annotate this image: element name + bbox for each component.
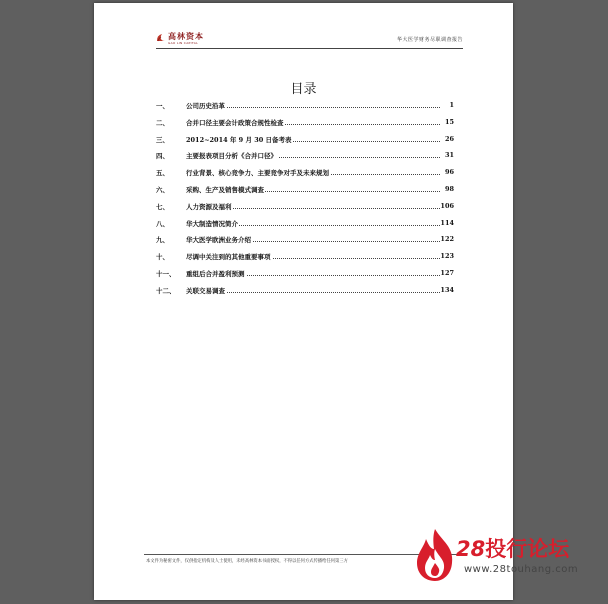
toc-entry-label: 重组后合并盈利预测: [186, 269, 245, 278]
toc-title: 目录: [290, 82, 317, 97]
footer-disclaimer: 本文件为秘密文件，仅供指定机构及人士使用，未经高林资本书面授权，不得以任何方式传播给任何第三方: [146, 559, 348, 564]
toc-entry-page: 134: [440, 285, 454, 294]
toc-entry-label-wrap: [186, 101, 440, 110]
toc-entry-label-wrap: [186, 118, 440, 127]
toc-entry-page: 114: [440, 218, 454, 227]
toc-entry-label-wrap: [186, 151, 440, 160]
toc-entry-number: 七、: [156, 202, 169, 211]
watermark: [412, 527, 582, 587]
toc-entry-label: 关联交易调查: [186, 286, 225, 295]
watermark-brand-text: 投行论坛: [485, 537, 570, 561]
toc-entry[interactable]: [156, 248, 454, 265]
toc-entry-label: 采购、生产及销售模式调查: [186, 185, 264, 194]
logo-mark-icon: [156, 33, 166, 43]
toc-entry-label: 2012~2014 年 9 月 30 日备考表: [186, 135, 292, 144]
toc-entry-number: 三、: [156, 135, 169, 144]
toc-entry[interactable]: [156, 147, 454, 164]
toc-entry-label-wrap: [186, 219, 440, 228]
toc-entry-number: 二、: [156, 118, 169, 127]
toc-entry-page: 98: [444, 184, 454, 193]
toc-entry-label-wrap: [186, 168, 440, 177]
toc-entry-label: 华大医学欧洲业务介绍: [186, 236, 251, 245]
toc-entry-number: 五、: [156, 169, 169, 178]
toc-entry-label-wrap: [186, 252, 440, 261]
toc-entry[interactable]: [156, 231, 454, 248]
toc-entry-page: 15: [444, 117, 454, 126]
toc-entry-label-wrap: [186, 269, 440, 278]
toc-entry-page: 123: [440, 252, 454, 261]
toc-entry-label: 尽调中关注到的其他重要事项: [186, 253, 271, 262]
toc-entry-page: 122: [440, 235, 454, 244]
toc-entry-label-wrap: [186, 185, 440, 194]
toc-entry[interactable]: [156, 131, 454, 148]
logo-subtext: GAO LIN CAPITAL: [168, 41, 199, 45]
toc-entry-page: 1: [449, 101, 454, 109]
toc-entry-label-wrap: [186, 135, 440, 144]
toc-entry[interactable]: [156, 181, 454, 198]
toc-entry-number: 四、: [156, 152, 169, 161]
toc-entry-label-wrap: [186, 202, 440, 211]
watermark-url: www.28touhang.com: [464, 564, 579, 575]
toc-entry[interactable]: [156, 114, 454, 131]
company-logo: [156, 32, 236, 46]
toc-entry-label-wrap: [186, 235, 440, 244]
toc-entry-page: 26: [444, 134, 454, 143]
toc-entry-page: 127: [440, 268, 454, 277]
toc-entry[interactable]: [156, 97, 454, 114]
toc-entry-number: 九、: [156, 236, 169, 245]
toc-entry-label: 华大制造情况简介: [186, 219, 238, 228]
toc-entry-label: 合并口径主要会计政策合规性检查: [186, 118, 284, 127]
toc-entry-page: 106: [440, 201, 454, 210]
page-header: [156, 32, 463, 49]
toc-entry[interactable]: [156, 215, 454, 232]
toc-entry-number: 十一、: [156, 269, 176, 278]
toc-entry-page: 96: [444, 168, 454, 177]
toc-entry-label: 主要报表项目分析《合并口径》: [186, 152, 277, 161]
watermark-number: 28: [456, 537, 486, 561]
toc-entry-number: 一、: [156, 102, 169, 110]
toc-entry-label-wrap: [186, 286, 440, 295]
watermark-brand: [456, 533, 569, 563]
toc-entry-number: 六、: [156, 185, 169, 194]
document-page: [94, 3, 513, 600]
toc-entry-number: 八、: [156, 219, 169, 228]
logo-text: 高林资本: [168, 31, 204, 41]
toc-entry-number: 十、: [156, 253, 169, 262]
toc-entry[interactable]: [156, 282, 454, 299]
toc-entry[interactable]: [156, 198, 454, 215]
toc-entry[interactable]: [156, 164, 454, 181]
report-title: 华大医学财务尽职调查报告: [396, 37, 463, 43]
toc-entry-number: 十二、: [156, 286, 176, 295]
table-of-contents: [156, 97, 454, 299]
toc-entry[interactable]: [156, 265, 454, 282]
flame-icon: [412, 527, 458, 583]
toc-entry-label: 公司历史沿革: [186, 102, 225, 110]
toc-entry-label: 人力资源及福利: [186, 202, 232, 211]
toc-entry-page: 31: [444, 151, 454, 160]
toc-entry-label: 行业背景、核心竞争力、主要竞争对手及未来规划: [186, 169, 329, 178]
